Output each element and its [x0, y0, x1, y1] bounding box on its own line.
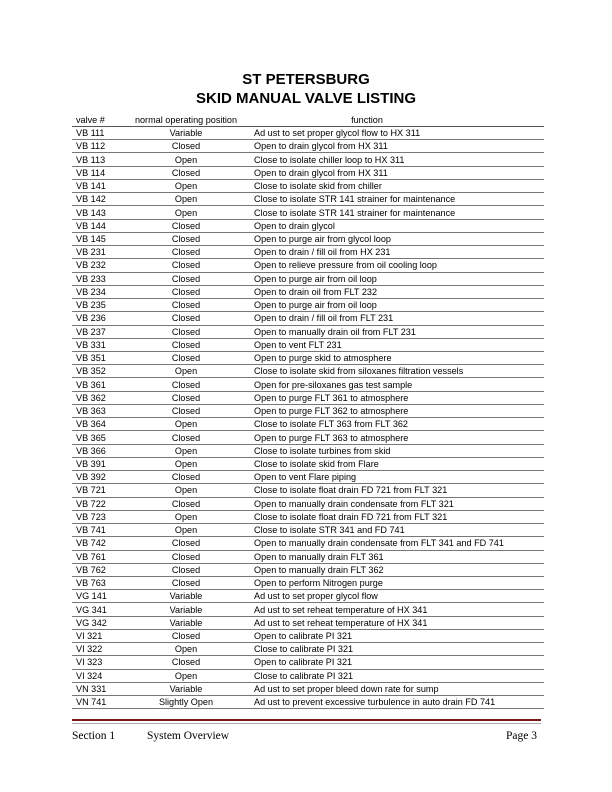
- table-row: [72, 338, 544, 351]
- operating-position: Closed: [171, 551, 201, 562]
- table-row: [72, 497, 544, 510]
- valve-number: VB 762: [76, 564, 106, 575]
- footer-section: Section 1: [72, 730, 116, 742]
- table-row: [72, 590, 544, 603]
- table-row: [72, 127, 544, 140]
- valve-number: VB 113: [76, 154, 106, 165]
- valve-function: Open to manually drain oil from FLT 231: [254, 326, 416, 337]
- valve-function: Open to manually drain FLT 362: [254, 564, 384, 575]
- valve-function: Open to purge air from glycol loop: [254, 233, 391, 244]
- valve-function: Ad ust to set proper bleed down rate for sump: [254, 683, 439, 694]
- valve-number: VB 111: [76, 128, 105, 139]
- valve-number: VB 234: [76, 286, 106, 297]
- operating-position: Open: [174, 525, 198, 536]
- operating-position: Open: [174, 366, 198, 377]
- column-header-valve: valve #: [76, 115, 105, 125]
- table-row: [72, 246, 544, 259]
- valve-number: VB 142: [76, 194, 106, 205]
- valve-function: Open to calibrate PI 321: [254, 657, 353, 668]
- valve-function: Open to manually drain condensate from FLT 341 and FD 741: [254, 538, 504, 549]
- table-row: [72, 431, 544, 444]
- valve-number: VB 231: [76, 247, 106, 258]
- operating-position: Closed: [171, 273, 201, 284]
- table-row: [72, 444, 544, 457]
- valve-function: Close to isolate chiller loop to HX 311: [254, 154, 405, 165]
- document-subtitle: SKID MANUAL VALVE LISTING: [195, 90, 416, 107]
- operating-position: Closed: [171, 260, 201, 271]
- operating-position: Closed: [171, 392, 201, 403]
- valve-function: Ad ust to set proper glycol flow to HX 311: [254, 128, 421, 139]
- valve-number: VB 331: [76, 339, 106, 350]
- valve-number: VG 341: [76, 604, 107, 615]
- table-row: [72, 299, 544, 312]
- valve-function: Close to isolate STR 141 strainer for maintenance: [254, 207, 456, 218]
- table-row: [72, 616, 544, 629]
- operating-position: Open: [174, 194, 198, 205]
- operating-position: Closed: [171, 313, 201, 324]
- valve-number: VB 235: [76, 300, 106, 311]
- operating-position: Closed: [171, 353, 201, 364]
- valve-function: Open to purge FLT 363 to atmosphere: [254, 432, 409, 443]
- valve-number: VB 362: [76, 392, 106, 403]
- valve-number: VB 392: [76, 472, 106, 483]
- operating-position: Open: [174, 644, 198, 655]
- operating-position: Open: [174, 445, 198, 456]
- valve-function: Close to calibrate PI 321: [254, 670, 354, 681]
- operating-position: Slightly Open: [158, 697, 214, 708]
- table-row: [72, 643, 544, 656]
- valve-number: VB 721: [76, 485, 106, 496]
- valve-function: Ad ust to set reheat temperature of HX 341: [254, 617, 428, 628]
- column-header-position: normal operating position: [134, 115, 238, 125]
- footer-section-title: System Overview: [147, 730, 230, 742]
- table-row: [72, 524, 544, 537]
- table-row: [72, 471, 544, 484]
- valve-number: VB 742: [76, 538, 106, 549]
- valve-function: Open to drain / fill oil from HX 231: [254, 247, 391, 258]
- operating-position: Variable: [169, 683, 203, 694]
- table-row: [72, 418, 544, 431]
- valve-number: VB 141: [76, 181, 106, 192]
- table-row: [72, 232, 544, 245]
- valve-function: Open to purge FLT 361 to atmosphere: [254, 392, 409, 403]
- operating-position: Closed: [171, 578, 201, 589]
- table-row: [72, 193, 544, 206]
- table-row: [72, 603, 544, 616]
- valve-function: Close to isolate skid from chiller: [254, 181, 382, 192]
- table-row: [72, 179, 544, 192]
- valve-number: VB 144: [76, 220, 106, 231]
- table-row: [72, 510, 544, 523]
- operating-position: Closed: [171, 220, 201, 231]
- table-row: [72, 629, 544, 642]
- table-row: [72, 682, 544, 695]
- valve-function: Close to isolate float drain FD 721 from FLT 321: [254, 511, 448, 522]
- table-row: [72, 563, 544, 576]
- operating-position: Closed: [171, 141, 201, 152]
- operating-position: Open: [174, 181, 198, 192]
- table-row: [72, 378, 544, 391]
- column-header-function: function: [351, 115, 383, 125]
- valve-number: VB 741: [76, 525, 106, 536]
- valve-function: Open to purge air from oil loop: [254, 273, 377, 284]
- valve-number: VI 322: [76, 644, 103, 655]
- operating-position: Closed: [171, 406, 201, 417]
- table-row: [72, 351, 544, 364]
- operating-position: Closed: [171, 233, 201, 244]
- operating-position: Closed: [171, 379, 201, 390]
- footer-rule-thick: [72, 719, 541, 721]
- valve-number: VB 763: [76, 578, 106, 589]
- valve-number: VB 114: [76, 167, 106, 178]
- operating-position: Closed: [171, 538, 201, 549]
- valve-function: Close to isolate skid from siloxanes filtration vessels: [254, 366, 464, 377]
- table-row: [72, 404, 544, 417]
- valve-number: VB 112: [76, 141, 106, 152]
- valve-number: VB 365: [76, 432, 106, 443]
- valve-function: Open to relieve pressure from oil cooling loop: [254, 260, 437, 271]
- valve-function: Open to drain / fill oil from FLT 231: [254, 313, 394, 324]
- operating-position: Closed: [171, 247, 201, 258]
- operating-position: Closed: [171, 339, 201, 350]
- operating-position: Closed: [171, 498, 201, 509]
- table-row: [72, 537, 544, 550]
- operating-position: Open: [174, 207, 198, 218]
- valve-number: VB 363: [76, 406, 106, 417]
- valve-listing-table: [72, 114, 544, 709]
- valve-number: VB 143: [76, 207, 106, 218]
- valve-function: Open to manually drain FLT 361: [254, 551, 384, 562]
- valve-number: VN 331: [76, 683, 107, 694]
- valve-function: Open to vent Flare piping: [254, 472, 357, 483]
- valve-number: VB 761: [76, 551, 106, 562]
- operating-position: Closed: [171, 432, 201, 443]
- valve-number: VB 366: [76, 445, 106, 456]
- table-body: [72, 127, 544, 709]
- valve-function: Ad ust to set proper glycol flow: [254, 591, 378, 602]
- valve-function: Open to purge skid to atmosphere: [254, 353, 392, 364]
- operating-position: Closed: [171, 631, 201, 642]
- valve-function: Open to drain oil from FLT 232: [254, 286, 377, 297]
- valve-function: Open to drain glycol from HX 311: [254, 167, 388, 178]
- valve-number: VB 391: [76, 458, 106, 469]
- footer-page-number: Page 3: [506, 730, 537, 742]
- operating-position: Open: [174, 485, 198, 496]
- valve-function: Open to calibrate PI 321: [254, 631, 353, 642]
- table-row: [72, 272, 544, 285]
- operating-position: Closed: [171, 167, 201, 178]
- valve-function: Open to purge air from oil loop: [254, 300, 377, 311]
- operating-position: Variable: [169, 617, 203, 628]
- table-row: [72, 576, 544, 589]
- valve-number: VI 324: [76, 670, 103, 681]
- valve-function: Close to isolate STR 141 strainer for maintenance: [254, 194, 456, 205]
- valve-number: VB 232: [76, 260, 106, 271]
- valve-number: VB 364: [76, 419, 106, 430]
- valve-function: Close to isolate skid from Flare: [254, 458, 379, 469]
- valve-number: VB 237: [76, 326, 106, 337]
- table-row: [72, 457, 544, 470]
- valve-number: VN 741: [76, 697, 107, 708]
- table-row: [72, 484, 544, 497]
- valve-number: VI 323: [76, 657, 103, 668]
- valve-function: Close to isolate turbines from skid: [254, 445, 391, 456]
- table-row: [72, 669, 544, 682]
- valve-number: VB 352: [76, 366, 106, 377]
- table-row: [72, 140, 544, 153]
- document-title: ST PETERSBURG: [242, 71, 370, 88]
- valve-function: Close to isolate FLT 363 from FLT 362: [254, 419, 408, 430]
- operating-position: Closed: [171, 657, 201, 668]
- operating-position: Closed: [171, 300, 201, 311]
- operating-position: Open: [174, 458, 198, 469]
- table-row: [72, 550, 544, 563]
- valve-function: Close to calibrate PI 321: [254, 644, 354, 655]
- operating-position: Open: [174, 511, 198, 522]
- table-row: [72, 153, 544, 166]
- table-row: [72, 325, 544, 338]
- table-row: [72, 285, 544, 298]
- valve-function: Close to isolate STR 341 and FD 741: [254, 525, 405, 536]
- valve-number: VG 141: [76, 591, 107, 602]
- valve-number: VI 321: [76, 631, 103, 642]
- valve-function: Ad ust to prevent excessive turbulence in auto drain FD 741: [254, 697, 496, 708]
- operating-position: Closed: [171, 472, 201, 483]
- valve-function: Open to vent FLT 231: [254, 339, 342, 350]
- table-row: [72, 656, 544, 669]
- table-row: [72, 312, 544, 325]
- operating-position: Closed: [171, 326, 201, 337]
- valve-function: Open to drain glycol from HX 311: [254, 141, 388, 152]
- valve-function: Ad ust to set reheat temperature of HX 341: [254, 604, 428, 615]
- valve-number: VB 722: [76, 498, 106, 509]
- table-row: [72, 206, 544, 219]
- operating-position: Open: [174, 419, 198, 430]
- valve-function: Open to manually drain condensate from FLT 321: [254, 498, 454, 509]
- valve-number: VB 236: [76, 313, 106, 324]
- valve-number: VB 233: [76, 273, 106, 284]
- valve-function: Open to drain glycol: [254, 220, 335, 231]
- operating-position: Variable: [169, 604, 203, 615]
- table-header-row: [72, 114, 544, 127]
- valve-number: VB 723: [76, 511, 106, 522]
- valve-function: Open to perform Nitrogen purge: [254, 578, 383, 589]
- valve-number: VG 342: [76, 617, 107, 628]
- operating-position: Variable: [169, 591, 203, 602]
- valve-number: VB 145: [76, 233, 106, 244]
- operating-position: Open: [174, 670, 198, 681]
- operating-position: Variable: [169, 128, 203, 139]
- operating-position: Closed: [171, 564, 201, 575]
- valve-function: Open for pre-siloxanes gas test sample: [254, 379, 413, 390]
- operating-position: Open: [174, 154, 198, 165]
- table-row: [72, 259, 544, 272]
- valve-function: Open to purge FLT 362 to atmosphere: [254, 406, 409, 417]
- valve-number: VB 361: [76, 379, 106, 390]
- valve-function: Close to isolate float drain FD 721 from FLT 321: [254, 485, 448, 496]
- operating-position: Closed: [171, 286, 201, 297]
- valve-number: VB 351: [76, 353, 106, 364]
- table-row: [72, 166, 544, 179]
- footer-rule-thin: [72, 723, 541, 724]
- table-row: [72, 696, 544, 709]
- table-row: [72, 365, 544, 378]
- table-row: [72, 219, 544, 232]
- table-row: [72, 391, 544, 404]
